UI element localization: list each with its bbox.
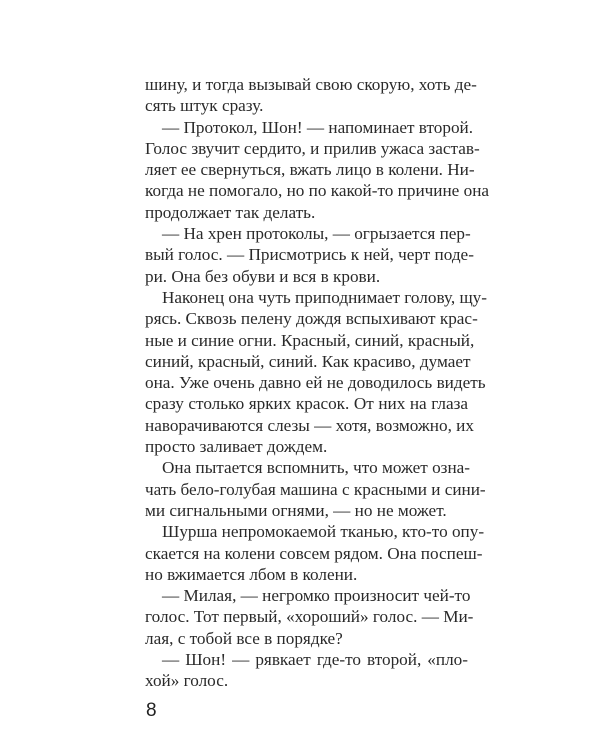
text-line: продолжает так делать. [145, 202, 316, 222]
text-line: хой» голос. [145, 671, 229, 691]
text-line: — Шон! — рявкает где-то второй, «пло- [162, 650, 468, 670]
text-line: ляет ее свернуться, вжать лицо в колени. Ни- [145, 160, 475, 180]
text-line: сразу столько ярких красок. От них на глаза [145, 394, 468, 414]
text-line: Шурша непромокаемой тканью, кто-то опу- [162, 522, 485, 542]
text-line: ные и синие огни. Красный, синий, красный, [145, 330, 475, 350]
text-line: лая, с тобой все в порядке? [145, 628, 343, 648]
text-line: ми сигнальными огнями, — но не может. [145, 500, 447, 520]
page-number: 8 [146, 700, 157, 721]
text-line: Голос звучит сердито, и прилив ужаса застав- [145, 138, 480, 158]
text-line: шину, и тогда вызывай свою скорую, хоть де- [145, 75, 477, 94]
text-line: Она пытается вспомнить, что может озна- [162, 458, 471, 478]
text-line: ри. Она без обуви и вся в крови. [145, 266, 381, 286]
text-line: наворачиваются слезы — хотя, возможно, их [145, 415, 474, 435]
text-line: синий, красный, синий. Как красиво, думает [145, 351, 471, 371]
text-line: Наконец она чуть приподнимает голову, щу- [162, 287, 487, 307]
text-line: рясь. Сквозь пелену дождя вспыхивают крас- [145, 309, 478, 329]
text-line: когда не помогало, но по какой-то причине она [145, 181, 490, 201]
text-line: скается на колени совсем рядом. Она поспеш- [145, 543, 483, 563]
text-line: просто заливает дождем. [145, 437, 328, 457]
text-line: вый голос. — Присмотрись к ней, черт подe- [145, 245, 474, 265]
text-line: — Протокол, Шон! — напоминает второй. [162, 117, 474, 137]
body-text [145, 74, 490, 692]
text-line: голос. Тот первый, «хороший» голос. — Ми- [145, 607, 474, 627]
text-line: она. Уже очень давно ей не доводилось видеть [145, 373, 486, 393]
text-line: — Милая, — негромко произносит чей-то [162, 586, 471, 606]
text-line: — На хрен протоколы, — огрызается пер- [162, 224, 471, 244]
text-line: сять штук сразу. [145, 96, 264, 116]
text-line: но вжимается лбом в колени. [145, 564, 358, 584]
text-line: чать бело-голубая машина с красными и сини- [145, 479, 486, 499]
